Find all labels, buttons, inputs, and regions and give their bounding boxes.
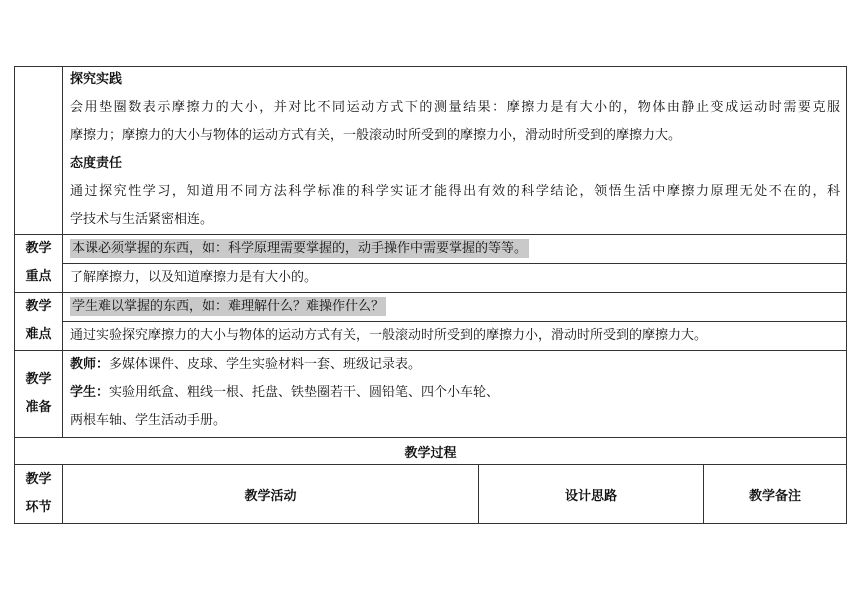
- difficulties-label-2: 难点: [25, 327, 52, 342]
- student-items-1: 实验用纸盒、粗线一根、托盘、铁垫圈若干、圆铅笔、四个小车轮、: [109, 385, 500, 400]
- process-title-row: [15, 438, 847, 465]
- inquiry-heading: 探究实践: [70, 72, 123, 87]
- col-stage-1: 教学: [25, 472, 52, 487]
- col-design-header: 设计思路: [479, 465, 704, 524]
- lesson-plan-table: [14, 66, 847, 524]
- process-header-row: [15, 465, 847, 524]
- key-points-label-1: 教学: [25, 241, 52, 256]
- key-points-hint: 本课必须掌握的东西，如：科学原理需要掌握的，动手操作中需要掌握的等等。: [72, 241, 528, 256]
- preparation-cell: [63, 351, 847, 438]
- difficulties-row-1: [15, 293, 847, 322]
- difficulties-label: [15, 293, 63, 351]
- preparation-row: [15, 351, 847, 438]
- inquiry-line-1: 会用垫圈数表示摩擦力的大小，并对比不同运动方式下的测量结果：摩擦力是有大小的，物体由静止变成运动时需要克服: [70, 100, 841, 115]
- col-notes-header: 教学备注: [704, 465, 847, 524]
- key-points-row-2: [15, 264, 847, 293]
- difficulties-hint-cell: [63, 293, 847, 322]
- objectives-row: [15, 67, 847, 235]
- key-points-hint-cell: [63, 235, 847, 264]
- difficulties-content: 通过实验探究摩擦力的大小与物体的运动方式有关，一般滚动时所受到的摩擦力小，滑动时所受到的摩擦力大。: [70, 328, 708, 343]
- teacher-items: 多媒体课件、皮球、学生实验材料一套、班级记录表。: [109, 357, 422, 372]
- col-activity-header: 教学活动: [63, 465, 479, 524]
- key-points-content: 了解摩擦力，以及知道摩擦力是有大小的。: [70, 270, 318, 285]
- key-points-label-2: 重点: [25, 269, 52, 284]
- key-points-row-1: [15, 235, 847, 264]
- preparation-label-2: 准备: [25, 400, 52, 415]
- difficulties-label-1: 教学: [25, 299, 52, 314]
- key-points-content-cell: [63, 264, 847, 293]
- difficulties-hint: 学生难以掌握的东西，如：难理解什么？难操作什么？: [72, 299, 385, 314]
- student-label: 学生：: [70, 385, 110, 400]
- key-points-label: [15, 235, 63, 293]
- difficulties-row-2: [15, 322, 847, 351]
- preparation-label: [15, 351, 63, 438]
- attitude-line-2: 学技术与生活紧密相连。: [70, 212, 214, 227]
- attitude-line-1: 通过探究性学习，知道用不同方法科学标准的科学实证才能得出有效的科学结论，领悟生活中摩擦力原理无处不在的，科: [70, 184, 841, 199]
- objectives-cell: [63, 67, 847, 235]
- preparation-label-1: 教学: [25, 372, 52, 387]
- process-title: 教学过程: [15, 438, 847, 465]
- teacher-label: 教师：: [70, 357, 110, 372]
- col-stage-2: 环节: [25, 500, 52, 515]
- inquiry-line-2: 摩擦力；摩擦力的大小与物体的运动方式有关，一般滚动时所受到的摩擦力小，滑动时所受到的摩擦力大。: [70, 128, 682, 143]
- attitude-heading: 态度责任: [70, 156, 123, 171]
- difficulties-content-cell: [63, 322, 847, 351]
- objectives-side-cell: [15, 67, 63, 235]
- col-stage-header: [15, 465, 63, 524]
- student-items-2: 两根车轴、学生活动手册。: [70, 413, 227, 428]
